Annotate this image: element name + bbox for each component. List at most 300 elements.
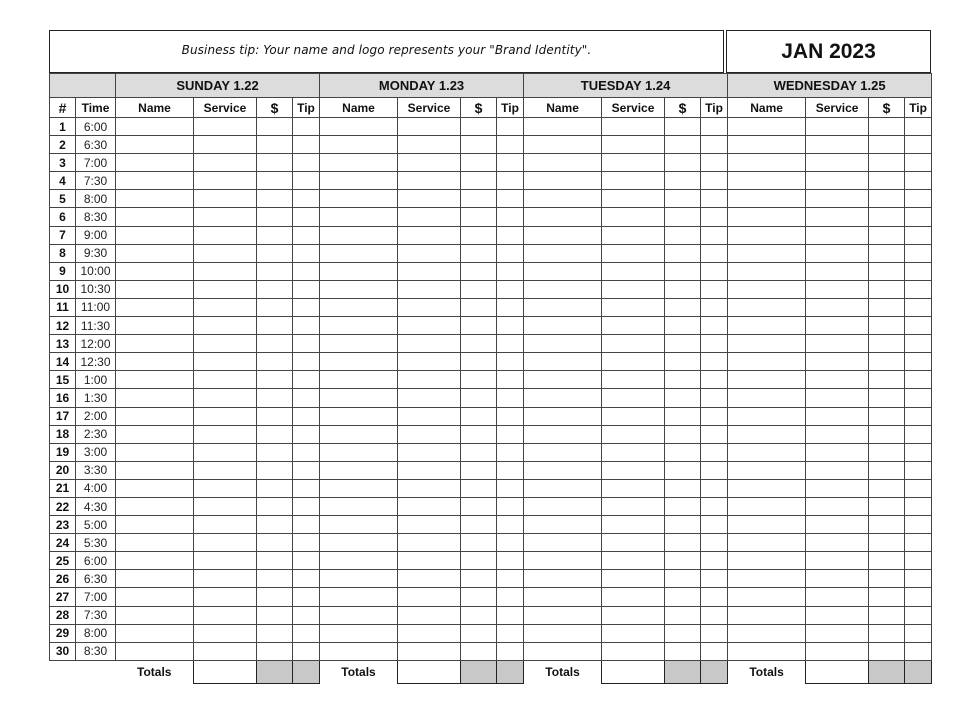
- monday-tip-cell[interactable]: [497, 516, 524, 534]
- wednesday-tip-cell[interactable]: [905, 190, 932, 208]
- tuesday-tip-cell[interactable]: [701, 317, 728, 335]
- sunday-service-cell[interactable]: [194, 389, 257, 407]
- monday-price-cell[interactable]: [461, 154, 497, 172]
- wednesday-service-cell[interactable]: [806, 461, 869, 479]
- wednesday-price-cell[interactable]: [869, 425, 905, 443]
- tuesday-service-cell[interactable]: [602, 552, 665, 570]
- monday-name-cell[interactable]: [320, 479, 398, 497]
- tuesday-price-cell[interactable]: [665, 389, 701, 407]
- monday-name-cell[interactable]: [320, 208, 398, 226]
- monday-tip-cell[interactable]: [497, 317, 524, 335]
- monday-price-cell[interactable]: [461, 172, 497, 190]
- tuesday-price-cell[interactable]: [665, 588, 701, 606]
- sunday-tip-cell[interactable]: [293, 606, 320, 624]
- sunday-service-cell[interactable]: [194, 407, 257, 425]
- tuesday-service-cell[interactable]: [602, 425, 665, 443]
- tuesday-tip-cell[interactable]: [701, 172, 728, 190]
- tuesday-tip-cell[interactable]: [701, 226, 728, 244]
- monday-name-cell[interactable]: [320, 552, 398, 570]
- sunday-service-cell[interactable]: [194, 642, 257, 660]
- sunday-tip-cell[interactable]: [293, 154, 320, 172]
- monday-price-cell[interactable]: [461, 244, 497, 262]
- wednesday-service-cell[interactable]: [806, 443, 869, 461]
- tuesday-service-cell[interactable]: [602, 226, 665, 244]
- sunday-price-cell[interactable]: [257, 335, 293, 353]
- sunday-service-cell[interactable]: [194, 190, 257, 208]
- wednesday-name-cell[interactable]: [728, 244, 806, 262]
- tuesday-service-cell[interactable]: [602, 154, 665, 172]
- sunday-price-cell[interactable]: [257, 208, 293, 226]
- monday-name-cell[interactable]: [320, 244, 398, 262]
- sunday-price-cell[interactable]: [257, 461, 293, 479]
- monday-service-cell[interactable]: [398, 570, 461, 588]
- tuesday-service-cell[interactable]: [602, 534, 665, 552]
- sunday-tip-cell[interactable]: [293, 262, 320, 280]
- tuesday-name-cell[interactable]: [524, 642, 602, 660]
- tuesday-name-cell[interactable]: [524, 407, 602, 425]
- wednesday-service-cell[interactable]: [806, 280, 869, 298]
- tuesday-name-cell[interactable]: [524, 317, 602, 335]
- monday-tip-cell[interactable]: [497, 118, 524, 136]
- sunday-name-cell[interactable]: [116, 552, 194, 570]
- monday-price-cell[interactable]: [461, 136, 497, 154]
- wednesday-tip-cell[interactable]: [905, 118, 932, 136]
- monday-service-cell[interactable]: [398, 534, 461, 552]
- totals-tip-tuesday[interactable]: [701, 660, 728, 683]
- sunday-name-cell[interactable]: [116, 371, 194, 389]
- monday-name-cell[interactable]: [320, 190, 398, 208]
- sunday-name-cell[interactable]: [116, 588, 194, 606]
- totals-price-tuesday[interactable]: [665, 660, 701, 683]
- wednesday-price-cell[interactable]: [869, 371, 905, 389]
- wednesday-name-cell[interactable]: [728, 479, 806, 497]
- monday-service-cell[interactable]: [398, 298, 461, 316]
- tuesday-service-cell[interactable]: [602, 262, 665, 280]
- sunday-tip-cell[interactable]: [293, 443, 320, 461]
- tuesday-service-cell[interactable]: [602, 244, 665, 262]
- tuesday-service-cell[interactable]: [602, 317, 665, 335]
- monday-price-cell[interactable]: [461, 443, 497, 461]
- wednesday-service-cell[interactable]: [806, 208, 869, 226]
- sunday-tip-cell[interactable]: [293, 389, 320, 407]
- monday-tip-cell[interactable]: [497, 606, 524, 624]
- wednesday-tip-cell[interactable]: [905, 606, 932, 624]
- monday-price-cell[interactable]: [461, 208, 497, 226]
- tuesday-service-cell[interactable]: [602, 208, 665, 226]
- monday-name-cell[interactable]: [320, 118, 398, 136]
- wednesday-price-cell[interactable]: [869, 497, 905, 515]
- monday-service-cell[interactable]: [398, 226, 461, 244]
- wednesday-tip-cell[interactable]: [905, 516, 932, 534]
- monday-price-cell[interactable]: [461, 570, 497, 588]
- sunday-price-cell[interactable]: [257, 443, 293, 461]
- monday-tip-cell[interactable]: [497, 407, 524, 425]
- tuesday-tip-cell[interactable]: [701, 136, 728, 154]
- wednesday-price-cell[interactable]: [869, 208, 905, 226]
- monday-price-cell[interactable]: [461, 624, 497, 642]
- sunday-service-cell[interactable]: [194, 552, 257, 570]
- monday-service-cell[interactable]: [398, 461, 461, 479]
- sunday-tip-cell[interactable]: [293, 461, 320, 479]
- wednesday-price-cell[interactable]: [869, 262, 905, 280]
- tuesday-name-cell[interactable]: [524, 280, 602, 298]
- sunday-price-cell[interactable]: [257, 226, 293, 244]
- tuesday-name-cell[interactable]: [524, 208, 602, 226]
- wednesday-tip-cell[interactable]: [905, 588, 932, 606]
- sunday-price-cell[interactable]: [257, 624, 293, 642]
- wednesday-price-cell[interactable]: [869, 226, 905, 244]
- wednesday-service-cell[interactable]: [806, 642, 869, 660]
- wednesday-price-cell[interactable]: [869, 624, 905, 642]
- monday-service-cell[interactable]: [398, 317, 461, 335]
- wednesday-service-cell[interactable]: [806, 317, 869, 335]
- wednesday-service-cell[interactable]: [806, 534, 869, 552]
- wednesday-price-cell[interactable]: [869, 172, 905, 190]
- tuesday-service-cell[interactable]: [602, 642, 665, 660]
- tuesday-price-cell[interactable]: [665, 497, 701, 515]
- monday-price-cell[interactable]: [461, 353, 497, 371]
- sunday-price-cell[interactable]: [257, 353, 293, 371]
- wednesday-service-cell[interactable]: [806, 118, 869, 136]
- wednesday-service-cell[interactable]: [806, 588, 869, 606]
- sunday-service-cell[interactable]: [194, 136, 257, 154]
- sunday-name-cell[interactable]: [116, 226, 194, 244]
- tuesday-price-cell[interactable]: [665, 298, 701, 316]
- wednesday-name-cell[interactable]: [728, 461, 806, 479]
- sunday-service-cell[interactable]: [194, 280, 257, 298]
- monday-name-cell[interactable]: [320, 606, 398, 624]
- monday-service-cell[interactable]: [398, 208, 461, 226]
- sunday-name-cell[interactable]: [116, 642, 194, 660]
- monday-name-cell[interactable]: [320, 534, 398, 552]
- sunday-tip-cell[interactable]: [293, 244, 320, 262]
- tuesday-name-cell[interactable]: [524, 624, 602, 642]
- wednesday-name-cell[interactable]: [728, 280, 806, 298]
- tuesday-service-cell[interactable]: [602, 516, 665, 534]
- monday-price-cell[interactable]: [461, 497, 497, 515]
- sunday-name-cell[interactable]: [116, 624, 194, 642]
- sunday-name-cell[interactable]: [116, 136, 194, 154]
- sunday-tip-cell[interactable]: [293, 534, 320, 552]
- sunday-tip-cell[interactable]: [293, 136, 320, 154]
- totals-service-sunday[interactable]: [194, 660, 257, 683]
- monday-name-cell[interactable]: [320, 353, 398, 371]
- wednesday-price-cell[interactable]: [869, 443, 905, 461]
- tuesday-tip-cell[interactable]: [701, 262, 728, 280]
- monday-price-cell[interactable]: [461, 190, 497, 208]
- tuesday-price-cell[interactable]: [665, 552, 701, 570]
- wednesday-tip-cell[interactable]: [905, 552, 932, 570]
- wednesday-name-cell[interactable]: [728, 407, 806, 425]
- sunday-name-cell[interactable]: [116, 190, 194, 208]
- sunday-name-cell[interactable]: [116, 118, 194, 136]
- tuesday-service-cell[interactable]: [602, 443, 665, 461]
- sunday-price-cell[interactable]: [257, 317, 293, 335]
- wednesday-price-cell[interactable]: [869, 570, 905, 588]
- wednesday-service-cell[interactable]: [806, 552, 869, 570]
- wednesday-tip-cell[interactable]: [905, 407, 932, 425]
- sunday-name-cell[interactable]: [116, 516, 194, 534]
- tuesday-tip-cell[interactable]: [701, 335, 728, 353]
- totals-tip-monday[interactable]: [497, 660, 524, 683]
- sunday-name-cell[interactable]: [116, 154, 194, 172]
- tuesday-service-cell[interactable]: [602, 588, 665, 606]
- sunday-name-cell[interactable]: [116, 353, 194, 371]
- tuesday-price-cell[interactable]: [665, 516, 701, 534]
- wednesday-price-cell[interactable]: [869, 642, 905, 660]
- sunday-name-cell[interactable]: [116, 317, 194, 335]
- tuesday-service-cell[interactable]: [602, 624, 665, 642]
- wednesday-name-cell[interactable]: [728, 425, 806, 443]
- sunday-price-cell[interactable]: [257, 642, 293, 660]
- wednesday-service-cell[interactable]: [806, 624, 869, 642]
- tuesday-price-cell[interactable]: [665, 118, 701, 136]
- monday-price-cell[interactable]: [461, 317, 497, 335]
- monday-name-cell[interactable]: [320, 389, 398, 407]
- wednesday-price-cell[interactable]: [869, 280, 905, 298]
- wednesday-price-cell[interactable]: [869, 154, 905, 172]
- monday-service-cell[interactable]: [398, 118, 461, 136]
- sunday-tip-cell[interactable]: [293, 208, 320, 226]
- tuesday-price-cell[interactable]: [665, 262, 701, 280]
- wednesday-name-cell[interactable]: [728, 335, 806, 353]
- monday-name-cell[interactable]: [320, 172, 398, 190]
- tuesday-service-cell[interactable]: [602, 136, 665, 154]
- monday-service-cell[interactable]: [398, 136, 461, 154]
- monday-price-cell[interactable]: [461, 552, 497, 570]
- monday-name-cell[interactable]: [320, 298, 398, 316]
- tuesday-price-cell[interactable]: [665, 335, 701, 353]
- wednesday-tip-cell[interactable]: [905, 226, 932, 244]
- wednesday-price-cell[interactable]: [869, 461, 905, 479]
- monday-service-cell[interactable]: [398, 262, 461, 280]
- monday-price-cell[interactable]: [461, 534, 497, 552]
- tuesday-price-cell[interactable]: [665, 226, 701, 244]
- tuesday-service-cell[interactable]: [602, 353, 665, 371]
- tuesday-service-cell[interactable]: [602, 335, 665, 353]
- monday-tip-cell[interactable]: [497, 208, 524, 226]
- monday-tip-cell[interactable]: [497, 642, 524, 660]
- totals-price-wednesday[interactable]: [869, 660, 905, 683]
- tuesday-tip-cell[interactable]: [701, 534, 728, 552]
- sunday-name-cell[interactable]: [116, 208, 194, 226]
- monday-tip-cell[interactable]: [497, 262, 524, 280]
- tuesday-price-cell[interactable]: [665, 208, 701, 226]
- monday-price-cell[interactable]: [461, 335, 497, 353]
- sunday-tip-cell[interactable]: [293, 516, 320, 534]
- tuesday-name-cell[interactable]: [524, 154, 602, 172]
- monday-name-cell[interactable]: [320, 154, 398, 172]
- sunday-price-cell[interactable]: [257, 407, 293, 425]
- wednesday-name-cell[interactable]: [728, 642, 806, 660]
- tuesday-name-cell[interactable]: [524, 534, 602, 552]
- wednesday-name-cell[interactable]: [728, 588, 806, 606]
- wednesday-name-cell[interactable]: [728, 172, 806, 190]
- sunday-name-cell[interactable]: [116, 443, 194, 461]
- tuesday-tip-cell[interactable]: [701, 479, 728, 497]
- monday-price-cell[interactable]: [461, 461, 497, 479]
- monday-service-cell[interactable]: [398, 516, 461, 534]
- wednesday-tip-cell[interactable]: [905, 172, 932, 190]
- wednesday-tip-cell[interactable]: [905, 317, 932, 335]
- monday-service-cell[interactable]: [398, 172, 461, 190]
- wednesday-service-cell[interactable]: [806, 516, 869, 534]
- wednesday-name-cell[interactable]: [728, 298, 806, 316]
- tuesday-service-cell[interactable]: [602, 606, 665, 624]
- wednesday-tip-cell[interactable]: [905, 461, 932, 479]
- monday-tip-cell[interactable]: [497, 371, 524, 389]
- tuesday-name-cell[interactable]: [524, 262, 602, 280]
- wednesday-price-cell[interactable]: [869, 136, 905, 154]
- monday-tip-cell[interactable]: [497, 298, 524, 316]
- tuesday-service-cell[interactable]: [602, 118, 665, 136]
- sunday-name-cell[interactable]: [116, 425, 194, 443]
- wednesday-tip-cell[interactable]: [905, 298, 932, 316]
- sunday-price-cell[interactable]: [257, 588, 293, 606]
- sunday-price-cell[interactable]: [257, 118, 293, 136]
- wednesday-tip-cell[interactable]: [905, 136, 932, 154]
- monday-service-cell[interactable]: [398, 425, 461, 443]
- monday-tip-cell[interactable]: [497, 244, 524, 262]
- wednesday-service-cell[interactable]: [806, 479, 869, 497]
- sunday-price-cell[interactable]: [257, 136, 293, 154]
- wednesday-tip-cell[interactable]: [905, 371, 932, 389]
- tuesday-tip-cell[interactable]: [701, 118, 728, 136]
- sunday-service-cell[interactable]: [194, 425, 257, 443]
- monday-service-cell[interactable]: [398, 642, 461, 660]
- tuesday-name-cell[interactable]: [524, 190, 602, 208]
- sunday-tip-cell[interactable]: [293, 353, 320, 371]
- sunday-service-cell[interactable]: [194, 443, 257, 461]
- monday-price-cell[interactable]: [461, 516, 497, 534]
- wednesday-price-cell[interactable]: [869, 588, 905, 606]
- tuesday-tip-cell[interactable]: [701, 642, 728, 660]
- wednesday-name-cell[interactable]: [728, 353, 806, 371]
- wednesday-price-cell[interactable]: [869, 407, 905, 425]
- totals-service-wednesday[interactable]: [806, 660, 869, 683]
- sunday-tip-cell[interactable]: [293, 172, 320, 190]
- monday-tip-cell[interactable]: [497, 425, 524, 443]
- tuesday-price-cell[interactable]: [665, 642, 701, 660]
- monday-service-cell[interactable]: [398, 335, 461, 353]
- monday-service-cell[interactable]: [398, 552, 461, 570]
- tuesday-name-cell[interactable]: [524, 226, 602, 244]
- tuesday-price-cell[interactable]: [665, 317, 701, 335]
- wednesday-service-cell[interactable]: [806, 425, 869, 443]
- tuesday-price-cell[interactable]: [665, 624, 701, 642]
- tuesday-tip-cell[interactable]: [701, 588, 728, 606]
- monday-tip-cell[interactable]: [497, 226, 524, 244]
- tuesday-name-cell[interactable]: [524, 461, 602, 479]
- sunday-price-cell[interactable]: [257, 262, 293, 280]
- wednesday-name-cell[interactable]: [728, 208, 806, 226]
- tuesday-name-cell[interactable]: [524, 479, 602, 497]
- tuesday-service-cell[interactable]: [602, 280, 665, 298]
- wednesday-service-cell[interactable]: [806, 371, 869, 389]
- monday-service-cell[interactable]: [398, 497, 461, 515]
- tuesday-price-cell[interactable]: [665, 461, 701, 479]
- tuesday-tip-cell[interactable]: [701, 371, 728, 389]
- tuesday-service-cell[interactable]: [602, 479, 665, 497]
- monday-price-cell[interactable]: [461, 371, 497, 389]
- tuesday-service-cell[interactable]: [602, 407, 665, 425]
- sunday-tip-cell[interactable]: [293, 190, 320, 208]
- wednesday-name-cell[interactable]: [728, 606, 806, 624]
- monday-name-cell[interactable]: [320, 443, 398, 461]
- sunday-tip-cell[interactable]: [293, 335, 320, 353]
- wednesday-service-cell[interactable]: [806, 244, 869, 262]
- wednesday-service-cell[interactable]: [806, 226, 869, 244]
- sunday-service-cell[interactable]: [194, 588, 257, 606]
- tuesday-tip-cell[interactable]: [701, 208, 728, 226]
- monday-tip-cell[interactable]: [497, 335, 524, 353]
- sunday-price-cell[interactable]: [257, 425, 293, 443]
- wednesday-service-cell[interactable]: [806, 497, 869, 515]
- tuesday-price-cell[interactable]: [665, 534, 701, 552]
- tuesday-tip-cell[interactable]: [701, 425, 728, 443]
- tuesday-name-cell[interactable]: [524, 552, 602, 570]
- wednesday-service-cell[interactable]: [806, 190, 869, 208]
- tuesday-service-cell[interactable]: [602, 461, 665, 479]
- tuesday-name-cell[interactable]: [524, 371, 602, 389]
- sunday-tip-cell[interactable]: [293, 317, 320, 335]
- monday-service-cell[interactable]: [398, 154, 461, 172]
- monday-tip-cell[interactable]: [497, 570, 524, 588]
- monday-price-cell[interactable]: [461, 479, 497, 497]
- sunday-tip-cell[interactable]: [293, 226, 320, 244]
- tuesday-tip-cell[interactable]: [701, 298, 728, 316]
- sunday-tip-cell[interactable]: [293, 479, 320, 497]
- tuesday-name-cell[interactable]: [524, 389, 602, 407]
- sunday-tip-cell[interactable]: [293, 642, 320, 660]
- wednesday-name-cell[interactable]: [728, 389, 806, 407]
- sunday-name-cell[interactable]: [116, 461, 194, 479]
- tuesday-tip-cell[interactable]: [701, 443, 728, 461]
- wednesday-service-cell[interactable]: [806, 335, 869, 353]
- sunday-service-cell[interactable]: [194, 172, 257, 190]
- monday-price-cell[interactable]: [461, 425, 497, 443]
- sunday-price-cell[interactable]: [257, 497, 293, 515]
- sunday-price-cell[interactable]: [257, 298, 293, 316]
- tuesday-tip-cell[interactable]: [701, 353, 728, 371]
- sunday-service-cell[interactable]: [194, 226, 257, 244]
- wednesday-name-cell[interactable]: [728, 552, 806, 570]
- monday-tip-cell[interactable]: [497, 443, 524, 461]
- wednesday-tip-cell[interactable]: [905, 335, 932, 353]
- wednesday-tip-cell[interactable]: [905, 425, 932, 443]
- monday-price-cell[interactable]: [461, 389, 497, 407]
- tuesday-price-cell[interactable]: [665, 443, 701, 461]
- monday-tip-cell[interactable]: [497, 136, 524, 154]
- monday-name-cell[interactable]: [320, 588, 398, 606]
- monday-name-cell[interactable]: [320, 425, 398, 443]
- monday-tip-cell[interactable]: [497, 461, 524, 479]
- tuesday-service-cell[interactable]: [602, 298, 665, 316]
- sunday-tip-cell[interactable]: [293, 425, 320, 443]
- wednesday-tip-cell[interactable]: [905, 570, 932, 588]
- tuesday-tip-cell[interactable]: [701, 389, 728, 407]
- sunday-tip-cell[interactable]: [293, 407, 320, 425]
- totals-tip-sunday[interactable]: [293, 660, 320, 683]
- monday-name-cell[interactable]: [320, 335, 398, 353]
- sunday-name-cell[interactable]: [116, 280, 194, 298]
- wednesday-tip-cell[interactable]: [905, 624, 932, 642]
- wednesday-service-cell[interactable]: [806, 606, 869, 624]
- tuesday-name-cell[interactable]: [524, 570, 602, 588]
- wednesday-service-cell[interactable]: [806, 172, 869, 190]
- tuesday-name-cell[interactable]: [524, 425, 602, 443]
- wednesday-price-cell[interactable]: [869, 516, 905, 534]
